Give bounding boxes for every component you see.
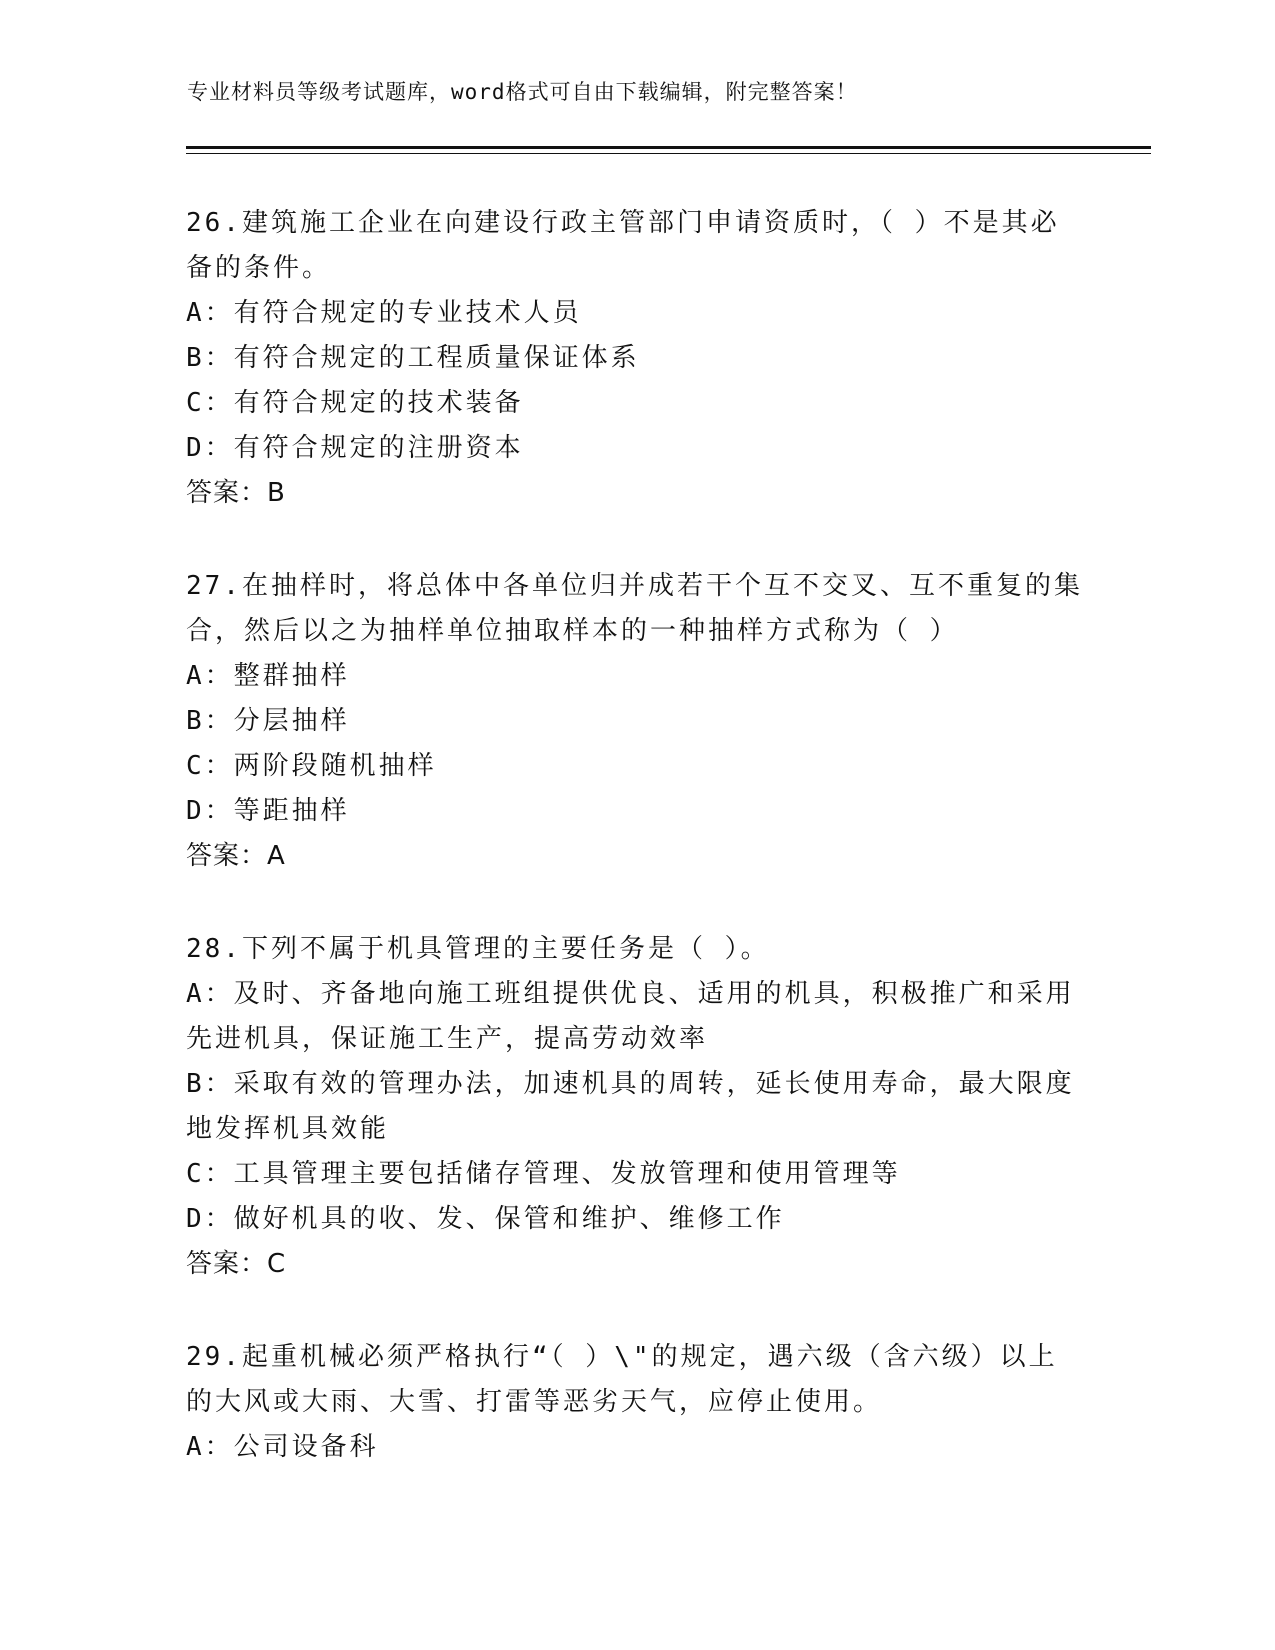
option-a: A：有符合规定的专业技术人员 xyxy=(186,298,582,328)
option-d: D：有符合规定的注册资本 xyxy=(186,433,524,463)
question-title: 29.起重机械必须严格执行“（ ）\"的规定，遇六级（含六级）以上的大风或大雨、大雪、打雷等恶劣天气，应停止使用。 xyxy=(186,1342,1058,1417)
page-header: 专业材料员等级考试题库，word格式可自由下载编辑，附完整答案！ xyxy=(187,80,858,104)
option-c: C：两阶段随机抽样 xyxy=(186,751,437,781)
question-title: 28.下列不属于机具管理的主要任务是（ ）。 xyxy=(186,934,770,964)
question-title: 26.建筑施工企业在向建设行政主管部门申请资质时，（ ）不是其必备的条件。 xyxy=(186,208,1060,283)
option-b: B：分层抽样 xyxy=(186,706,350,736)
option-d: D：等距抽样 xyxy=(186,796,350,826)
option-c: C：工具管理主要包括储存管理、发放管理和使用管理等 xyxy=(186,1159,901,1189)
question-27 xyxy=(186,564,1086,879)
question-28 xyxy=(186,927,1086,1287)
option-d: D：做好机具的收、发、保管和维护、维修工作 xyxy=(186,1204,785,1234)
option-b: B：采取有效的管理办法，加速机具的周转，延长使用寿命，最大限度地发挥机具效能 xyxy=(186,1069,1075,1144)
question-26 xyxy=(186,201,1086,516)
header-rule-thick xyxy=(186,146,1151,149)
option-a: A：整群抽样 xyxy=(186,661,350,691)
option-a: A：公司设备科 xyxy=(186,1432,379,1462)
option-a: A：及时、齐备地向施工班组提供优良、适用的机具，积极推广和采用先进机具，保证施工生产，提高劳动效率 xyxy=(186,979,1075,1054)
option-c: C：有符合规定的技术装备 xyxy=(186,388,524,418)
header-rule-thin xyxy=(186,153,1151,154)
question-title: 27.在抽样时，将总体中各单位归并成若干个互不交叉、互不重复的集合，然后以之为抽样单位抽取样本的一种抽样方式称为（ ） xyxy=(186,571,1083,646)
answer: 答案：A xyxy=(186,841,286,871)
option-b: B：有符合规定的工程质量保证体系 xyxy=(186,343,640,373)
answer: 答案：C xyxy=(186,1249,287,1279)
question-29 xyxy=(186,1335,1086,1470)
answer: 答案：B xyxy=(186,478,286,508)
